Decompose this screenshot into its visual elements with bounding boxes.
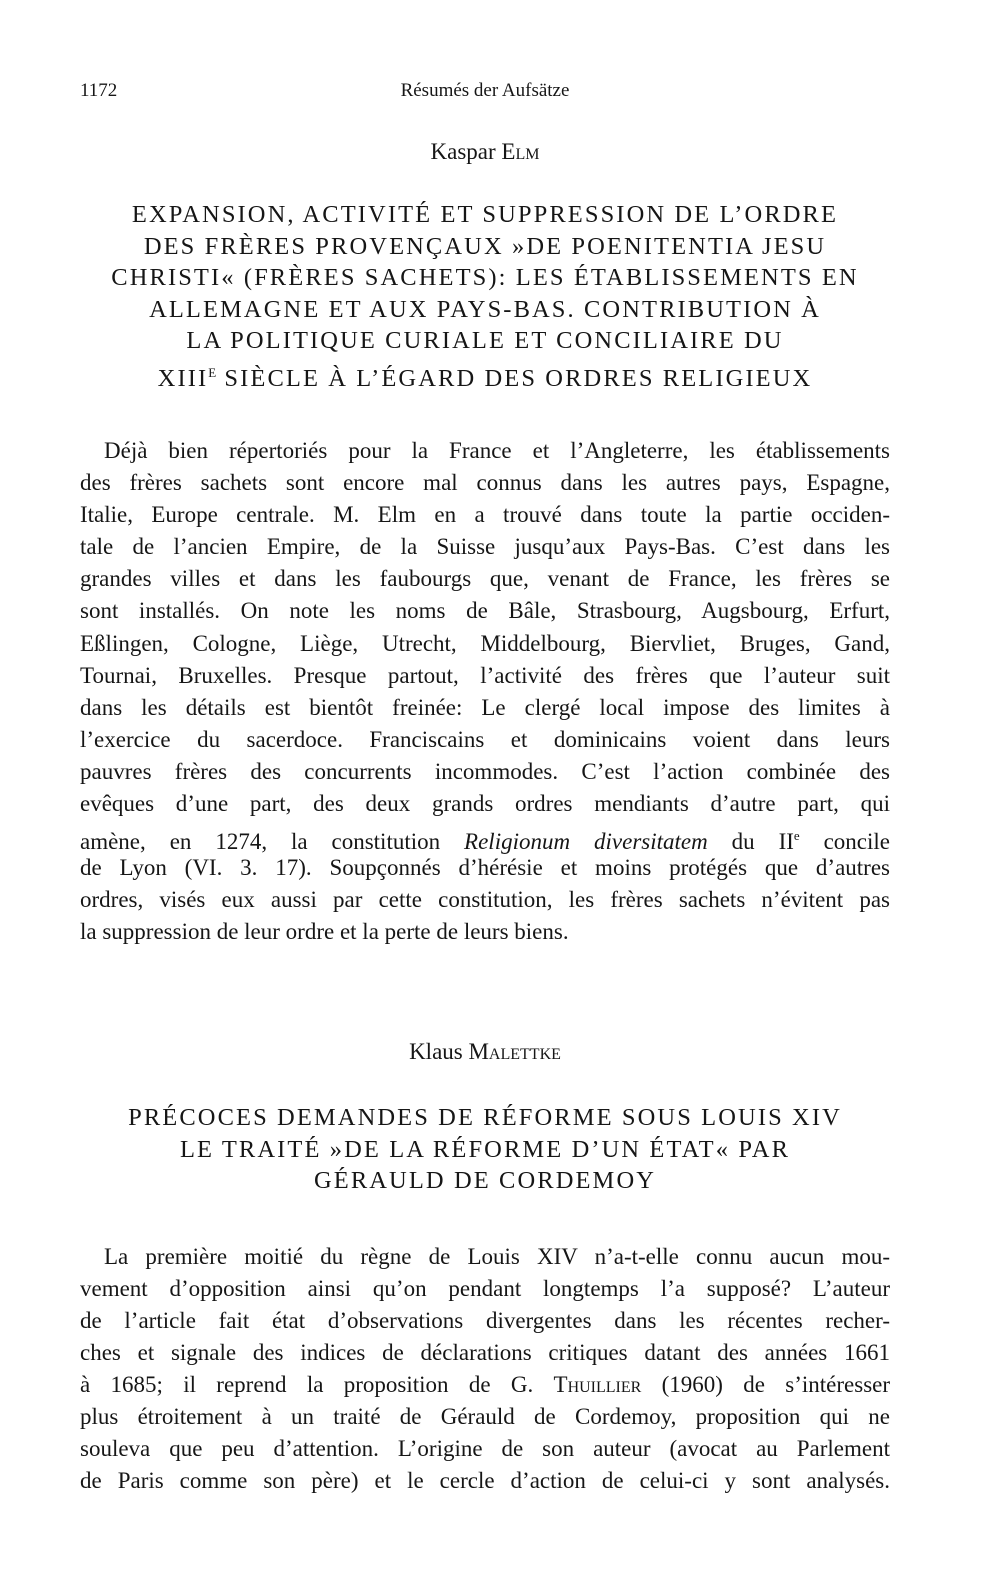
abstract-line: souleva que peu d’attention. L’origine de son auteur (avocat au Parlement (80, 1436, 890, 1462)
article-author (80, 138, 890, 166)
abstract-line: de Paris comme son père) et le cercle d’action de celui-ci y sont analysés. (80, 1468, 890, 1494)
title-line: LA POLITIQUE CURIALE ET CONCILIAIRE DU (186, 327, 784, 354)
abstract-line: la suppression de leur ordre et la perte de leurs biens. (80, 919, 569, 945)
title-line: DES FRÈRES PROVENÇAUX »DE POENITENTIA JESU (143, 232, 827, 260)
abstract-text: amène, en 1274, la constitution (80, 829, 441, 855)
abstract-line: Eßlingen, Cologne, Liège, Utrecht, Middelbourg, Biervliet, Bruges, Gand, (80, 630, 890, 656)
title-line-rest: SIÈCLE À L’ÉGARD DES ORDRES RELIGIEUX (216, 364, 813, 392)
abstract-line: dans les détails est bientôt freinée: Le clergé local impose des limites à (80, 694, 890, 720)
author-first-name: Kaspar (430, 139, 496, 164)
abstract-line: pauvres frères des concurrents incommodes. C’est l’action combinée des (80, 758, 890, 784)
abstract-superscript: e (793, 828, 800, 844)
abstract-italic-title: Religionum diversitatem (464, 829, 708, 855)
abstract-line: Déjà bien répertoriés pour la France et l’Angleterre, les établissements (104, 438, 890, 463)
abstract-line: l’exercice du sacerdoce. Franciscains et dominicains voient dans leurs (80, 726, 890, 752)
author-first-name: Klaus (409, 1039, 463, 1064)
abstract-line: grandes villes et dans les faubourgs que, venant de France, les frères se (80, 566, 890, 592)
title-line: GÉRAULD DE CORDEMOY (313, 1167, 657, 1194)
running-head: Résumés der Aufsätze (400, 80, 570, 101)
article-abstract (80, 1241, 890, 1498)
article-title (80, 1102, 890, 1197)
abstract-text: concile (823, 829, 890, 855)
abstract-line: Italie, Europe centrale. M. Elm en a trouvé dans toute la partie occiden- (80, 502, 890, 528)
title-line: CHRISTI« (FRÈRES SACHETS): LES ÉTABLISSEMENTS EN (111, 264, 859, 291)
abstract-line (80, 1369, 890, 1401)
abstract-line (80, 820, 890, 855)
abstract-line: tale de l’ancien Empire, de la Suisse jusqu’aux Pays-Bas. C’est dans les (80, 534, 890, 560)
abstract-line: sont installés. On note les noms de Bâle, Strasbourg, Augsbourg, Erfurt, (80, 598, 890, 624)
abstract-line: des frères sachets sont encore mal connus dans les autres pays, Espagne, (80, 470, 890, 496)
title-line: PRÉCOCES DEMANDES DE RÉFORME SOUS LOUIS XIV (128, 1104, 842, 1131)
cited-author-name: Thuillier (553, 1371, 642, 1397)
abstract-text: du II (731, 829, 794, 855)
page-number: 1172 (80, 80, 118, 101)
abstract-text: à 1685; il reprend la proposition de G. (80, 1371, 534, 1397)
page-header (80, 80, 890, 110)
abstract-line: vement d’opposition ainsi qu’on pendant longtemps l’a supposé? L’auteur (80, 1275, 890, 1301)
abstract-line: de Lyon (VI. 3. 17). Soupçonnés d’hérésie et moins protégés que d’autres (80, 855, 890, 881)
title-line: LE TRAITÉ »DE LA RÉFORME D’UN ÉTAT« PAR (179, 1135, 791, 1163)
article-title (80, 199, 890, 394)
title-century: XIII (157, 364, 209, 392)
title-line (80, 357, 890, 395)
abstract-line: evêques d’une part, des deux grands ordres mendiants d’autre part, qui (80, 791, 890, 817)
article-malettke (80, 1038, 890, 1497)
abstract-line: de l’article fait état d’observations divergentes dans les récentes recher- (80, 1307, 890, 1333)
title-line: ALLEMAGNE ET AUX PAYS-BAS. CONTRIBUTION À (149, 295, 821, 323)
author-last-name: Elm (501, 139, 540, 164)
abstract-line: Tournai, Bruxelles. Presque partout, l’activité des frères que l’auteur suit (80, 662, 890, 688)
article-abstract (80, 435, 890, 949)
abstract-text: (1960) de s’intéresser (661, 1371, 891, 1397)
title-line: EXPANSION, ACTIVITÉ ET SUPPRESSION DE L’ORDRE (131, 201, 839, 228)
article-author (80, 1038, 890, 1066)
abstract-line: La première moitié du règne de Louis XIV n’a-t-elle connu aucun mou- (104, 1243, 890, 1269)
abstract-line: plus étroitement à un traité de Gérauld de Cordemoy, proposition qui ne (80, 1403, 890, 1429)
article-elm (80, 138, 890, 949)
abstract-line: ches et signale des indices de déclarations critiques datant des années 1661 (80, 1339, 890, 1365)
abstract-line: ordres, visés eux aussi par cette constitution, les frères sachets n’évitent pas (80, 887, 890, 913)
title-superscript: E (208, 364, 217, 380)
author-last-name: Malettke (468, 1039, 561, 1064)
